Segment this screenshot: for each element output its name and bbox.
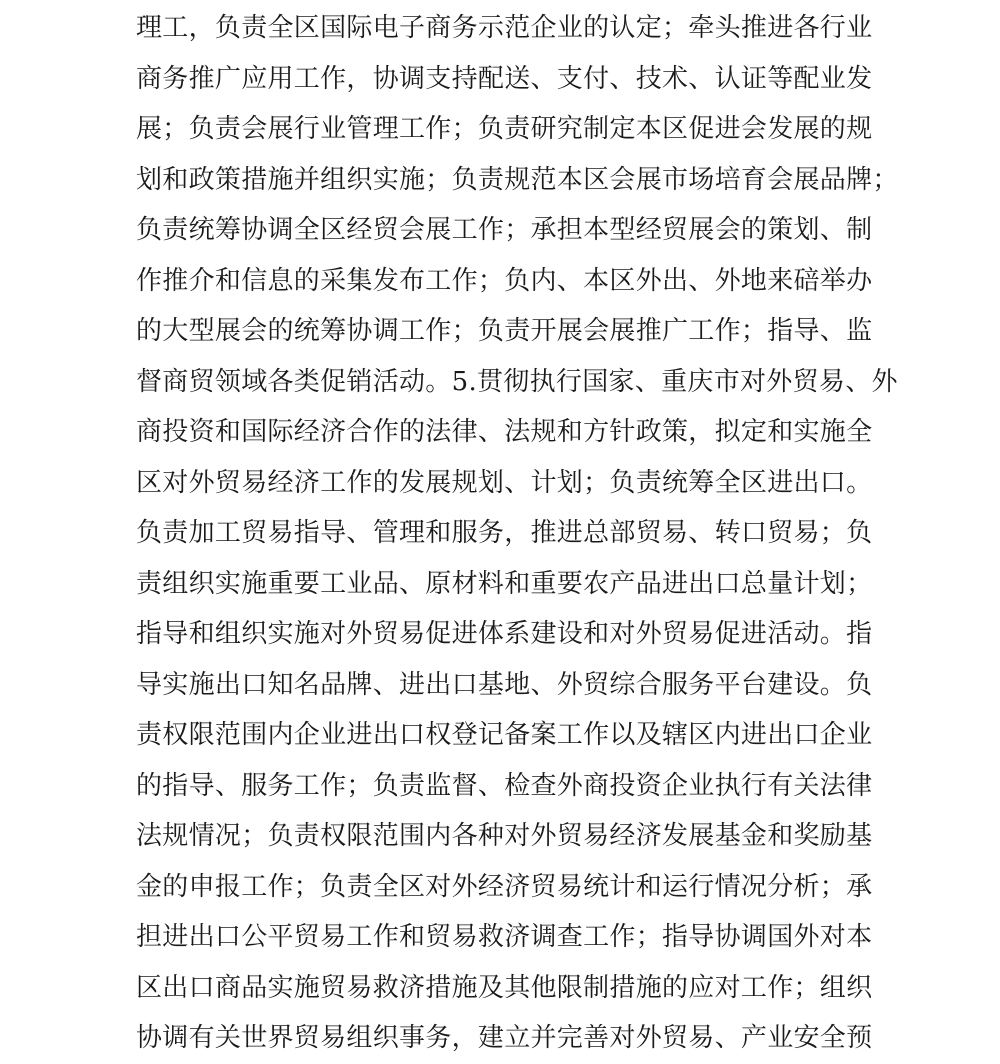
text-line: 负责加工贸易指导、管理和服务，推进总部贸易、转口贸易；负 — [136, 518, 873, 548]
text-line: 责组织实施重要工业品、原材料和重要农产品进出口总量计划； — [136, 568, 873, 599]
text-line: 区出口商品实施贸易救济措施及其他限制措施的应对工作；组织 — [136, 972, 873, 1003]
text-line: 协调有关世界贸易组织事务，建立并完善对外贸易、产业安全预 — [136, 1023, 873, 1053]
text-line: 的大型展会的统筹协调工作；负责开展会展推广工作；指导、监 — [136, 316, 873, 346]
text-line: 金的申报工作；负责全区对外经济贸易统计和运行情况分析；承 — [136, 871, 873, 902]
text-line: 商投资和国际经济合作的法律、法规和方针政策，拟定和实施全 — [136, 417, 873, 447]
text-line: 法规情况；负责权限范围内各种对外贸易经济发展基金和奖励基 — [136, 821, 873, 851]
text-line: 的指导、服务工作；负责监督、检查外商投资企业执行有关法律 — [136, 770, 873, 801]
body-text — [136, 3, 899, 1064]
text-line: 督商贸领域各类促销活动。5.贯彻执行国家、重庆市对外贸易、外 — [136, 366, 898, 397]
text-line: 展；负责会展行业管理工作；负责研究制定本区促进会发展的规 — [136, 114, 873, 144]
text-line: 商务推广应用工作，协调支持配送、支付、技术、认证等配业发 — [136, 63, 873, 94]
text-line: 理工，负责全区国际电子商务示范企业的认定；牵头推进各行业 — [136, 13, 873, 43]
text-line: 负责统筹协调全区经贸会展工作；承担本型经贸展会的策划、制 — [136, 215, 873, 245]
text-line: 作推介和信息的采集发布工作；负内、本区外出、外地来碚举办 — [136, 265, 873, 296]
text-line: 导实施出口知名品牌、进出口基地、外贸综合服务平台建设。负 — [136, 669, 873, 700]
text-line: 区对外贸易经济工作的发展规划、计划；负责统筹全区进出口。 — [136, 467, 873, 498]
text-line: 划和政策措施并组织实施；负责规范本区会展市场培育会展品牌； — [136, 164, 899, 195]
text-line: 指导和组织实施对外贸易促进体系建设和对外贸易促进活动。指 — [136, 619, 873, 649]
text-line: 责权限范围内企业进出口权登记备案工作以及辖区内进出口企业 — [136, 720, 873, 750]
text-line: 担进出口公平贸易工作和贸易救济调查工作；指导协调国外对本 — [136, 922, 873, 952]
